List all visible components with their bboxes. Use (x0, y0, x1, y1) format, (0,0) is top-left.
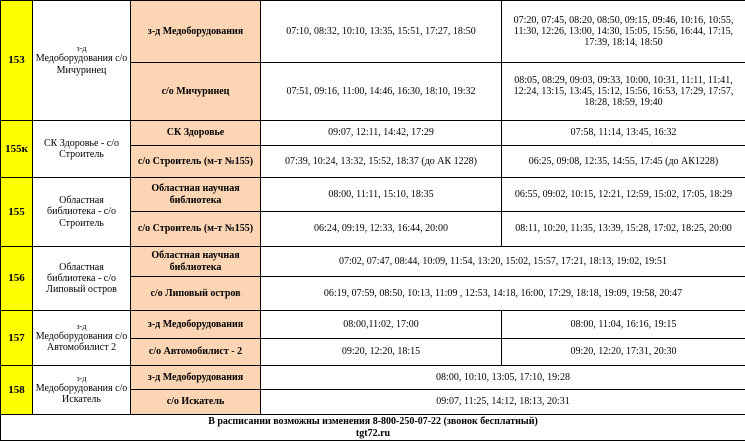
route-name (33, 1, 131, 121)
departure-times: 07:58, 11:14, 13:45, 16:32 (502, 121, 745, 146)
departure-times: 07:20, 07:45, 08:20, 08:50, 09:15, 09:46, 10:16, 10:55, 11:30, 12:26, 13:00, 14:30, 15:05, 15:56, 16:44, 17:15, 17:39, 18:14, 18:50 (502, 1, 745, 63)
footer-row (1, 415, 745, 441)
departure-times: 08:05, 08:29, 09:03, 09:33, 10:00, 10:31, 11:11, 11:41, 12:24, 13:15, 13:45, 15:12, 15:56, 16:53, 17:29, 17:57, 18:28, 18:59, 19:40 (502, 63, 745, 121)
route-name-prefix: з-д (76, 44, 87, 54)
footer-notice (1, 415, 745, 441)
stop-name: с/о Мичуринец (131, 63, 261, 121)
footer-site: tgt72.ru (355, 427, 391, 439)
route-name: СК Здоровье - с/о Строитель (33, 121, 131, 178)
departure-times: 09:20, 12:20, 17:31, 20:30 (502, 339, 745, 366)
route-name: Областная библиотека - с/о Липовый остров (33, 247, 131, 311)
route-name (33, 311, 131, 366)
stop-name: з-д Медоборудования (131, 1, 261, 63)
departure-times: 06:25, 09:08, 12:35, 14:55, 17:45 (до АК1228) (502, 146, 745, 178)
departure-times: 09:07, 11:25, 14:12, 18:13, 20:31 (261, 390, 745, 415)
stop-name: Областная научная библиотека (131, 247, 261, 277)
route-number: 155к (1, 121, 33, 178)
departure-times: 06:55, 09:02, 10:15, 12:21, 12:59, 15:02, 17:05, 18:29 (502, 178, 745, 212)
table-row (1, 311, 745, 339)
departure-times: 07:39, 10:24, 13:32, 15:52, 18:37 (до АК 1228) (261, 146, 502, 178)
departure-times: 08:00, 11:11, 15:10, 18:35 (261, 178, 502, 212)
stop-name: с/о Строитель (м-т №155) (131, 212, 261, 247)
route-number: 153 (1, 1, 33, 121)
stop-name: с/о Автомобилист - 2 (131, 339, 261, 366)
stop-name: з-д Медоборудования (131, 366, 261, 390)
route-name-text: Медоборудования с/о Автомобилист 2 (35, 330, 128, 353)
table-row (1, 247, 745, 277)
route-name-prefix: з-д (76, 321, 87, 331)
footer-notice-text: В расписании возможны изменения 8-800-250-07-22 (звонок бесплатный) (208, 416, 538, 428)
stop-name: с/о Искатель (131, 390, 261, 415)
departure-times: 08:00, 10:10, 13:05, 17:10, 19:28 (261, 366, 745, 390)
stop-name: с/о Липовый остров (131, 277, 261, 311)
route-number: 156 (1, 247, 33, 311)
route-name: Областная библиотека - с/о Строитель (33, 178, 131, 247)
route-number: 157 (1, 311, 33, 366)
departure-times: 07:02, 07:47, 08:44, 10:09, 11:54, 13:20, 15:02, 15:57, 17:21, 18:13, 19:02, 19:51 (261, 247, 745, 277)
route-name (33, 366, 131, 415)
route-number: 158 (1, 366, 33, 415)
table-row (1, 121, 745, 146)
table-row (1, 178, 745, 212)
stop-name: СК Здоровье (131, 121, 261, 146)
route-number: 155 (1, 178, 33, 247)
departure-times: 07:10, 08:32, 10:10, 13:35, 15:51, 17:27, 18:50 (261, 1, 502, 63)
route-name-text: Медоборудования с/о Мичуринец (35, 53, 128, 76)
table-row (1, 1, 745, 63)
stop-name: Областная научная библиотека (131, 178, 261, 212)
departure-times: 06:19, 07:59, 08:50, 10:13, 11:09 , 12:53, 14:18, 16:00, 17:29, 18:18, 19:09, 19:58, 20:47 (261, 277, 745, 311)
departure-times: 09:20, 12:20, 18:15 (261, 339, 502, 366)
departure-times: 08:11, 10:20, 11:35, 13:39, 15:28, 17:02, 18:25, 20:00 (502, 212, 745, 247)
route-name-prefix: з-д (76, 373, 87, 383)
stop-name: с/о Строитель (м-т №155) (131, 146, 261, 178)
table-row (1, 366, 745, 390)
departure-times: 08:00, 11:04, 16:16, 19:15 (502, 311, 745, 339)
departure-times: 07:51, 09:16, 11:00, 14:46, 16:30, 18:10, 19:32 (261, 63, 502, 121)
stop-name: з-д Медоборудования (131, 311, 261, 339)
route-name-text: Медоборудования с/о Искатель (35, 382, 128, 405)
departure-times: 08:00,11:02, 17:00 (261, 311, 502, 339)
departure-times: 09:07, 12:11, 14:42, 17:29 (261, 121, 502, 146)
departure-times: 06:24, 09:19, 12:33, 16:44, 20:00 (261, 212, 502, 247)
